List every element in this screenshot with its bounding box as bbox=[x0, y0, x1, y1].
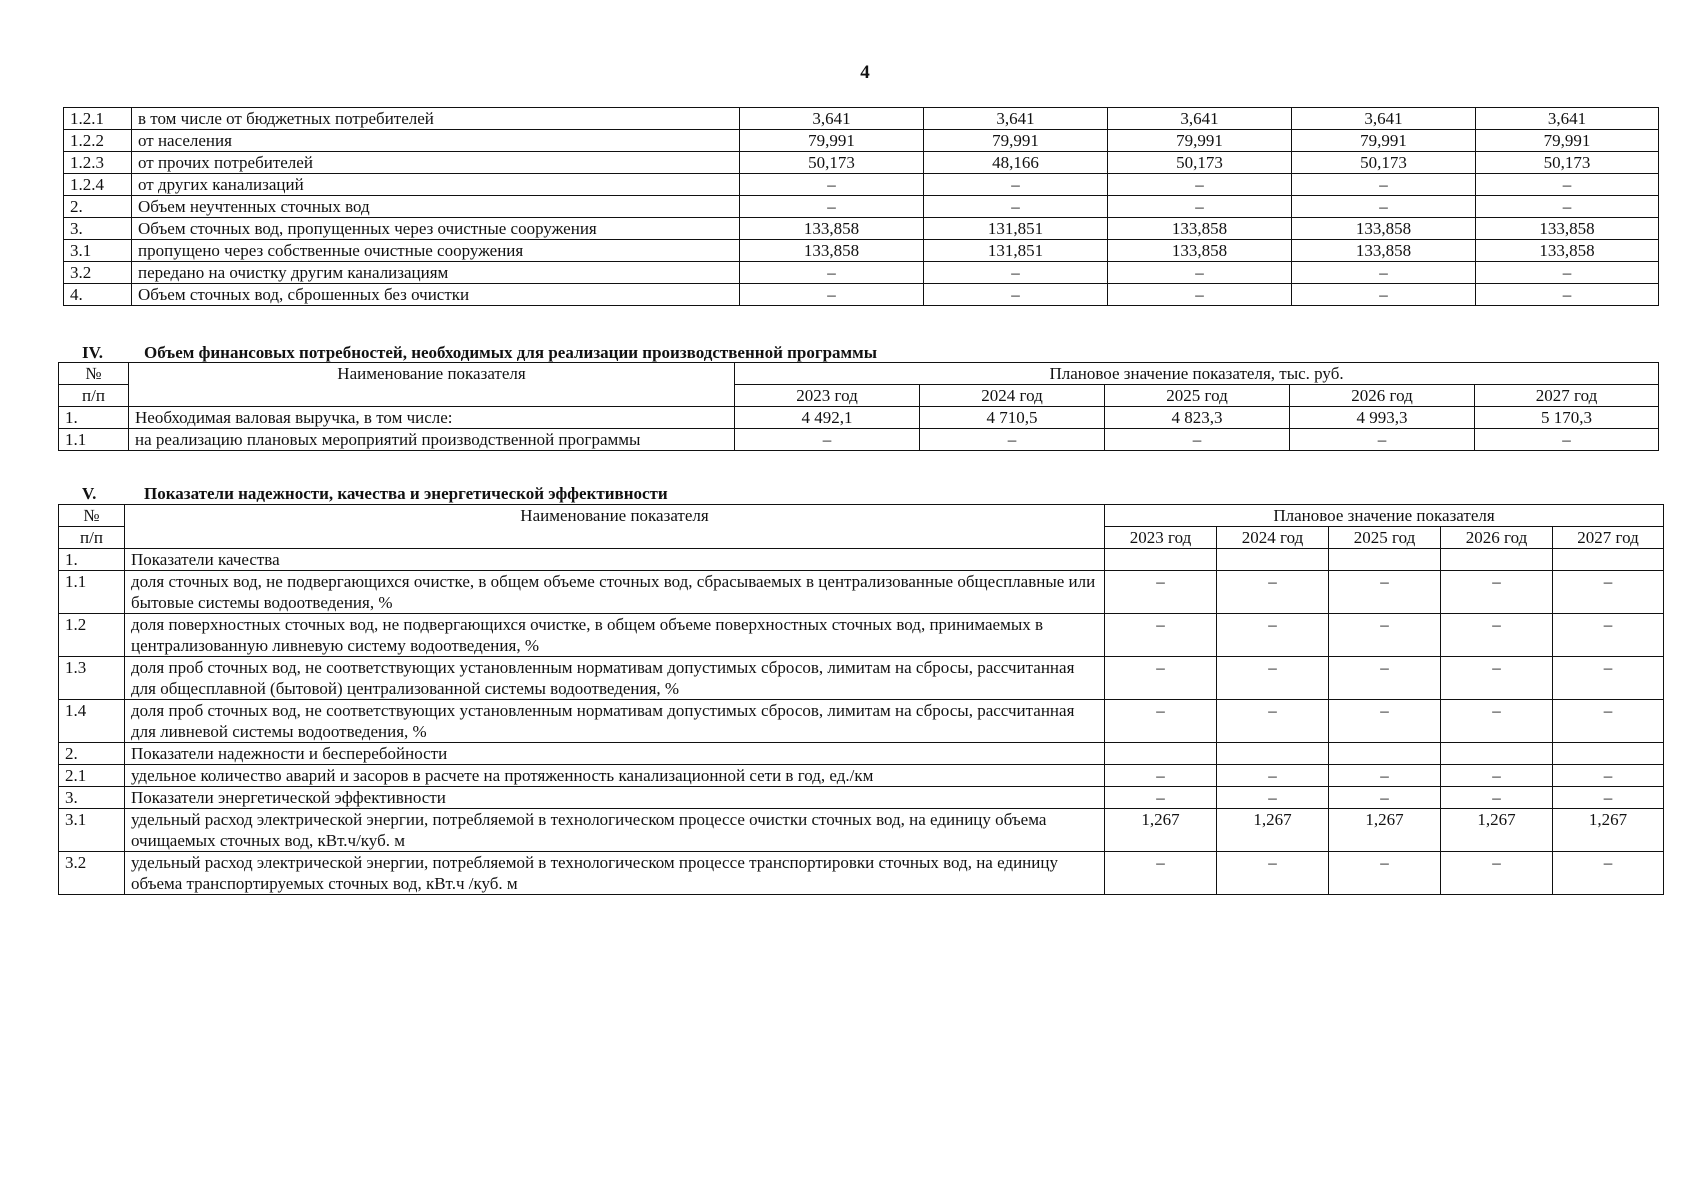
col-year-header: 2025 год bbox=[1105, 385, 1290, 407]
table-row bbox=[59, 743, 1664, 765]
row-code: 3. bbox=[59, 787, 125, 809]
row-value-cell: 48,166 bbox=[924, 152, 1108, 174]
row-value-cell: 133,858 bbox=[1292, 240, 1476, 262]
row-value-cell: – bbox=[924, 262, 1108, 284]
row-value-cell: 50,173 bbox=[1476, 152, 1659, 174]
row-value-cell: 1,267 bbox=[1217, 809, 1329, 852]
row-value-cell: 133,858 bbox=[1476, 240, 1659, 262]
row-value-cell bbox=[1553, 743, 1664, 765]
row-value-cell: 133,858 bbox=[1292, 218, 1476, 240]
table-row bbox=[64, 262, 1659, 284]
row-value-cell: – bbox=[1553, 787, 1664, 809]
row-value-cell: – bbox=[1217, 614, 1329, 657]
row-indicator-name: Показатели качества bbox=[125, 549, 1105, 571]
row-value-cell: 79,991 bbox=[1292, 130, 1476, 152]
row-value-cell: 4 823,3 bbox=[1105, 407, 1290, 429]
row-indicator-name: доля проб сточных вод, не соответствующих установленным нормативам допустимых сбросов, лимитам на сбросы, рассчитанная для ливневой системы водоотведения, % bbox=[125, 700, 1105, 743]
row-indicator-name: Показатели энергетической эффективности bbox=[125, 787, 1105, 809]
row-value-cell: 4 710,5 bbox=[920, 407, 1105, 429]
row-code: 3.1 bbox=[59, 809, 125, 852]
row-value-cell: – bbox=[1105, 787, 1217, 809]
row-value-cell: 1,267 bbox=[1105, 809, 1217, 852]
row-value-cell: 4 993,3 bbox=[1290, 407, 1475, 429]
row-indicator-name: Необходимая валовая выручка, в том числе: bbox=[129, 407, 735, 429]
row-indicator-name: удельный расход электрической энергии, потребляемой в технологическом процессе транспортировки сточных вод, на единицу объема транспортируемых сточных вод, кВт.ч /куб. м bbox=[125, 852, 1105, 895]
row-value-cell: – bbox=[1553, 657, 1664, 700]
row-value-cell: – bbox=[1105, 429, 1290, 451]
section-4-title: Объем финансовых потребностей, необходимых для реализации производственной программы bbox=[144, 343, 877, 362]
row-value-cell: – bbox=[1329, 571, 1441, 614]
row-code: 1. bbox=[59, 549, 125, 571]
page-number: 4 bbox=[860, 62, 870, 83]
row-value-cell: 50,173 bbox=[1108, 152, 1292, 174]
row-value-cell bbox=[1217, 743, 1329, 765]
col-year-header: 2023 год bbox=[735, 385, 920, 407]
row-value-cell: – bbox=[1329, 657, 1441, 700]
row-value-cell: – bbox=[1290, 429, 1475, 451]
row-value-cell: – bbox=[1441, 700, 1553, 743]
row-value-cell: 133,858 bbox=[1476, 218, 1659, 240]
row-value-cell: – bbox=[1441, 765, 1553, 787]
row-indicator-name: доля поверхностных сточных вод, не подвергающихся очистке, в общем объеме поверхностных сточных вод, принимаемых в централизованную ливневую систему водоотведения, % bbox=[125, 614, 1105, 657]
row-value-cell: – bbox=[1292, 174, 1476, 196]
col-year-header: 2026 год bbox=[1290, 385, 1475, 407]
row-value-cell: – bbox=[1476, 284, 1659, 306]
col-num-header-sub: п/п bbox=[59, 385, 129, 407]
row-value-cell: 131,851 bbox=[924, 218, 1108, 240]
row-value-cell: – bbox=[1441, 571, 1553, 614]
row-value-cell bbox=[1441, 743, 1553, 765]
row-value-cell: – bbox=[1475, 429, 1659, 451]
row-value-cell: – bbox=[1553, 852, 1664, 895]
row-indicator-name: доля сточных вод, не подвергающихся очистке, в общем объеме сточных вод, сбрасываемых в централизованные общесплавные или бытовые системы водоотведения, % bbox=[125, 571, 1105, 614]
row-value-cell bbox=[1441, 549, 1553, 571]
row-value-cell: 133,858 bbox=[1108, 240, 1292, 262]
col-name-header: Наименование показателя bbox=[129, 363, 735, 407]
row-value-cell: – bbox=[924, 196, 1108, 218]
row-value-cell: – bbox=[1217, 657, 1329, 700]
table-row bbox=[59, 787, 1664, 809]
row-value-cell: 3,641 bbox=[1476, 108, 1659, 130]
row-code: 3.2 bbox=[64, 262, 132, 284]
row-indicator-name: удельный расход электрической энергии, потребляемой в технологическом процессе очистки сточных вод, на единицу объема очищаемых сточных вод, кВт.ч/куб. м bbox=[125, 809, 1105, 852]
row-value-cell: – bbox=[1108, 196, 1292, 218]
table-row bbox=[64, 284, 1659, 306]
row-value-cell: – bbox=[1441, 787, 1553, 809]
row-value-cell: – bbox=[924, 174, 1108, 196]
row-value-cell: – bbox=[1108, 262, 1292, 284]
table-reliability-indicators bbox=[58, 504, 1664, 895]
row-value-cell: – bbox=[1553, 614, 1664, 657]
col-name-header: Наименование показателя bbox=[125, 505, 1105, 549]
row-value-cell: – bbox=[740, 174, 924, 196]
row-value-cell: – bbox=[735, 429, 920, 451]
row-indicator-name: пропущено через собственные очистные сооружения bbox=[132, 240, 740, 262]
row-value-cell: – bbox=[1105, 657, 1217, 700]
row-code: 1.1 bbox=[59, 429, 129, 451]
row-value-cell: 3,641 bbox=[1108, 108, 1292, 130]
row-value-cell: – bbox=[1108, 284, 1292, 306]
row-value-cell: – bbox=[1105, 765, 1217, 787]
row-indicator-name: от других канализаций bbox=[132, 174, 740, 196]
table-row bbox=[64, 174, 1659, 196]
row-value-cell bbox=[1329, 743, 1441, 765]
row-value-cell: – bbox=[1108, 174, 1292, 196]
col-plan-group-header: Плановое значение показателя bbox=[1105, 505, 1664, 527]
row-value-cell: – bbox=[1292, 284, 1476, 306]
table-row bbox=[64, 218, 1659, 240]
row-indicator-name: от прочих потребителей bbox=[132, 152, 740, 174]
row-value-cell: – bbox=[924, 284, 1108, 306]
row-code: 1.2.3 bbox=[64, 152, 132, 174]
row-indicator-name: Показатели надежности и бесперебойности bbox=[125, 743, 1105, 765]
row-code: 4. bbox=[64, 284, 132, 306]
row-value-cell: 79,991 bbox=[1108, 130, 1292, 152]
section-5-number: V. bbox=[82, 484, 97, 503]
row-indicator-name: Объем неучтенных сточных вод bbox=[132, 196, 740, 218]
col-num-header-sub: п/п bbox=[59, 527, 125, 549]
col-year-header: 2023 год bbox=[1105, 527, 1217, 549]
row-indicator-name: Объем сточных вод, пропущенных через очистные сооружения bbox=[132, 218, 740, 240]
section-4-heading bbox=[82, 343, 877, 363]
row-indicator-name: удельное количество аварий и засоров в расчете на протяженность канализационной сети в год, ед./км bbox=[125, 765, 1105, 787]
table-row bbox=[59, 614, 1664, 657]
row-value-cell: 79,991 bbox=[924, 130, 1108, 152]
row-value-cell bbox=[1217, 549, 1329, 571]
row-value-cell: – bbox=[1441, 657, 1553, 700]
table-header-row bbox=[59, 363, 1659, 385]
row-value-cell: – bbox=[1476, 262, 1659, 284]
row-value-cell: – bbox=[1292, 262, 1476, 284]
row-code: 1. bbox=[59, 407, 129, 429]
table-row bbox=[59, 700, 1664, 743]
row-value-cell: – bbox=[1329, 787, 1441, 809]
table-row bbox=[59, 852, 1664, 895]
row-value-cell: 1,267 bbox=[1441, 809, 1553, 852]
row-value-cell: 133,858 bbox=[740, 218, 924, 240]
row-code: 3.1 bbox=[64, 240, 132, 262]
row-code: 1.2 bbox=[59, 614, 125, 657]
table-wastewater-volumes bbox=[63, 107, 1659, 306]
row-code: 2. bbox=[64, 196, 132, 218]
col-year-header: 2024 год bbox=[1217, 527, 1329, 549]
row-value-cell: – bbox=[1105, 700, 1217, 743]
row-value-cell: – bbox=[740, 196, 924, 218]
table-row bbox=[64, 152, 1659, 174]
row-value-cell: – bbox=[920, 429, 1105, 451]
row-code: 1.2.4 bbox=[64, 174, 132, 196]
table-row bbox=[64, 240, 1659, 262]
table-row bbox=[64, 108, 1659, 130]
row-value-cell: – bbox=[1217, 765, 1329, 787]
row-indicator-name: передано на очистку другим канализациям bbox=[132, 262, 740, 284]
row-code: 1.4 bbox=[59, 700, 125, 743]
col-num-header: № bbox=[59, 363, 129, 385]
table-row bbox=[59, 765, 1664, 787]
row-indicator-name: в том числе от бюджетных потребителей bbox=[132, 108, 740, 130]
row-value-cell: – bbox=[1553, 765, 1664, 787]
row-code: 1.2.2 bbox=[64, 130, 132, 152]
col-plan-group-header: Плановое значение показателя, тыс. руб. bbox=[735, 363, 1659, 385]
row-value-cell: 133,858 bbox=[740, 240, 924, 262]
row-value-cell: 3,641 bbox=[740, 108, 924, 130]
row-code: 3.2 bbox=[59, 852, 125, 895]
row-indicator-name: Объем сточных вод, сброшенных без очистки bbox=[132, 284, 740, 306]
col-year-header: 2027 год bbox=[1553, 527, 1664, 549]
section-5-title: Показатели надежности, качества и энергетической эффективности bbox=[144, 484, 668, 503]
table-header-row bbox=[59, 505, 1664, 527]
row-value-cell: – bbox=[1217, 700, 1329, 743]
row-value-cell: 79,991 bbox=[1476, 130, 1659, 152]
row-code: 2. bbox=[59, 743, 125, 765]
col-year-header: 2025 год bbox=[1329, 527, 1441, 549]
row-value-cell: – bbox=[1441, 852, 1553, 895]
row-value-cell: – bbox=[740, 262, 924, 284]
row-value-cell: – bbox=[1441, 614, 1553, 657]
row-value-cell: – bbox=[1292, 196, 1476, 218]
row-value-cell: 133,858 bbox=[1108, 218, 1292, 240]
row-code: 1.3 bbox=[59, 657, 125, 700]
row-value-cell: – bbox=[1329, 614, 1441, 657]
row-indicator-name: доля проб сточных вод, не соответствующих установленным нормативам допустимых сбросов, лимитам на сбросы, рассчитанная для общесплавной (бытовой) централизованной системы водоотведения, % bbox=[125, 657, 1105, 700]
row-code: 3. bbox=[64, 218, 132, 240]
row-value-cell: – bbox=[1476, 196, 1659, 218]
row-value-cell: 50,173 bbox=[1292, 152, 1476, 174]
row-code: 1.2.1 bbox=[64, 108, 132, 130]
section-4-number: IV. bbox=[82, 343, 103, 362]
row-value-cell: – bbox=[1553, 571, 1664, 614]
table-row bbox=[59, 657, 1664, 700]
row-value-cell: – bbox=[1217, 787, 1329, 809]
row-value-cell: 79,991 bbox=[740, 130, 924, 152]
row-value-cell: 3,641 bbox=[924, 108, 1108, 130]
row-value-cell bbox=[1105, 549, 1217, 571]
row-value-cell: 1,267 bbox=[1553, 809, 1664, 852]
table-row bbox=[64, 196, 1659, 218]
row-indicator-name: на реализацию плановых мероприятий производственной программы bbox=[129, 429, 735, 451]
row-value-cell: – bbox=[740, 284, 924, 306]
row-value-cell: – bbox=[1329, 700, 1441, 743]
row-value-cell: – bbox=[1105, 614, 1217, 657]
row-indicator-name: от населения bbox=[132, 130, 740, 152]
row-code: 2.1 bbox=[59, 765, 125, 787]
col-num-header: № bbox=[59, 505, 125, 527]
row-value-cell: – bbox=[1329, 765, 1441, 787]
section-5-heading bbox=[82, 484, 668, 504]
col-year-header: 2024 год bbox=[920, 385, 1105, 407]
col-year-header: 2026 год bbox=[1441, 527, 1553, 549]
table-row bbox=[59, 407, 1659, 429]
row-value-cell: – bbox=[1329, 852, 1441, 895]
row-value-cell bbox=[1105, 743, 1217, 765]
row-value-cell: – bbox=[1553, 700, 1664, 743]
table-financial-needs bbox=[58, 362, 1659, 451]
row-code: 1.1 bbox=[59, 571, 125, 614]
table-row bbox=[59, 809, 1664, 852]
table-row bbox=[59, 571, 1664, 614]
row-value-cell: – bbox=[1217, 571, 1329, 614]
row-value-cell: 4 492,1 bbox=[735, 407, 920, 429]
table-row bbox=[59, 429, 1659, 451]
row-value-cell: 131,851 bbox=[924, 240, 1108, 262]
table-row bbox=[59, 549, 1664, 571]
row-value-cell: – bbox=[1105, 571, 1217, 614]
col-year-header: 2027 год bbox=[1475, 385, 1659, 407]
table-row bbox=[64, 130, 1659, 152]
row-value-cell: 50,173 bbox=[740, 152, 924, 174]
row-value-cell bbox=[1553, 549, 1664, 571]
row-value-cell bbox=[1329, 549, 1441, 571]
row-value-cell: – bbox=[1476, 174, 1659, 196]
row-value-cell: 3,641 bbox=[1292, 108, 1476, 130]
row-value-cell: 5 170,3 bbox=[1475, 407, 1659, 429]
row-value-cell: 1,267 bbox=[1329, 809, 1441, 852]
row-value-cell: – bbox=[1105, 852, 1217, 895]
row-value-cell: – bbox=[1217, 852, 1329, 895]
